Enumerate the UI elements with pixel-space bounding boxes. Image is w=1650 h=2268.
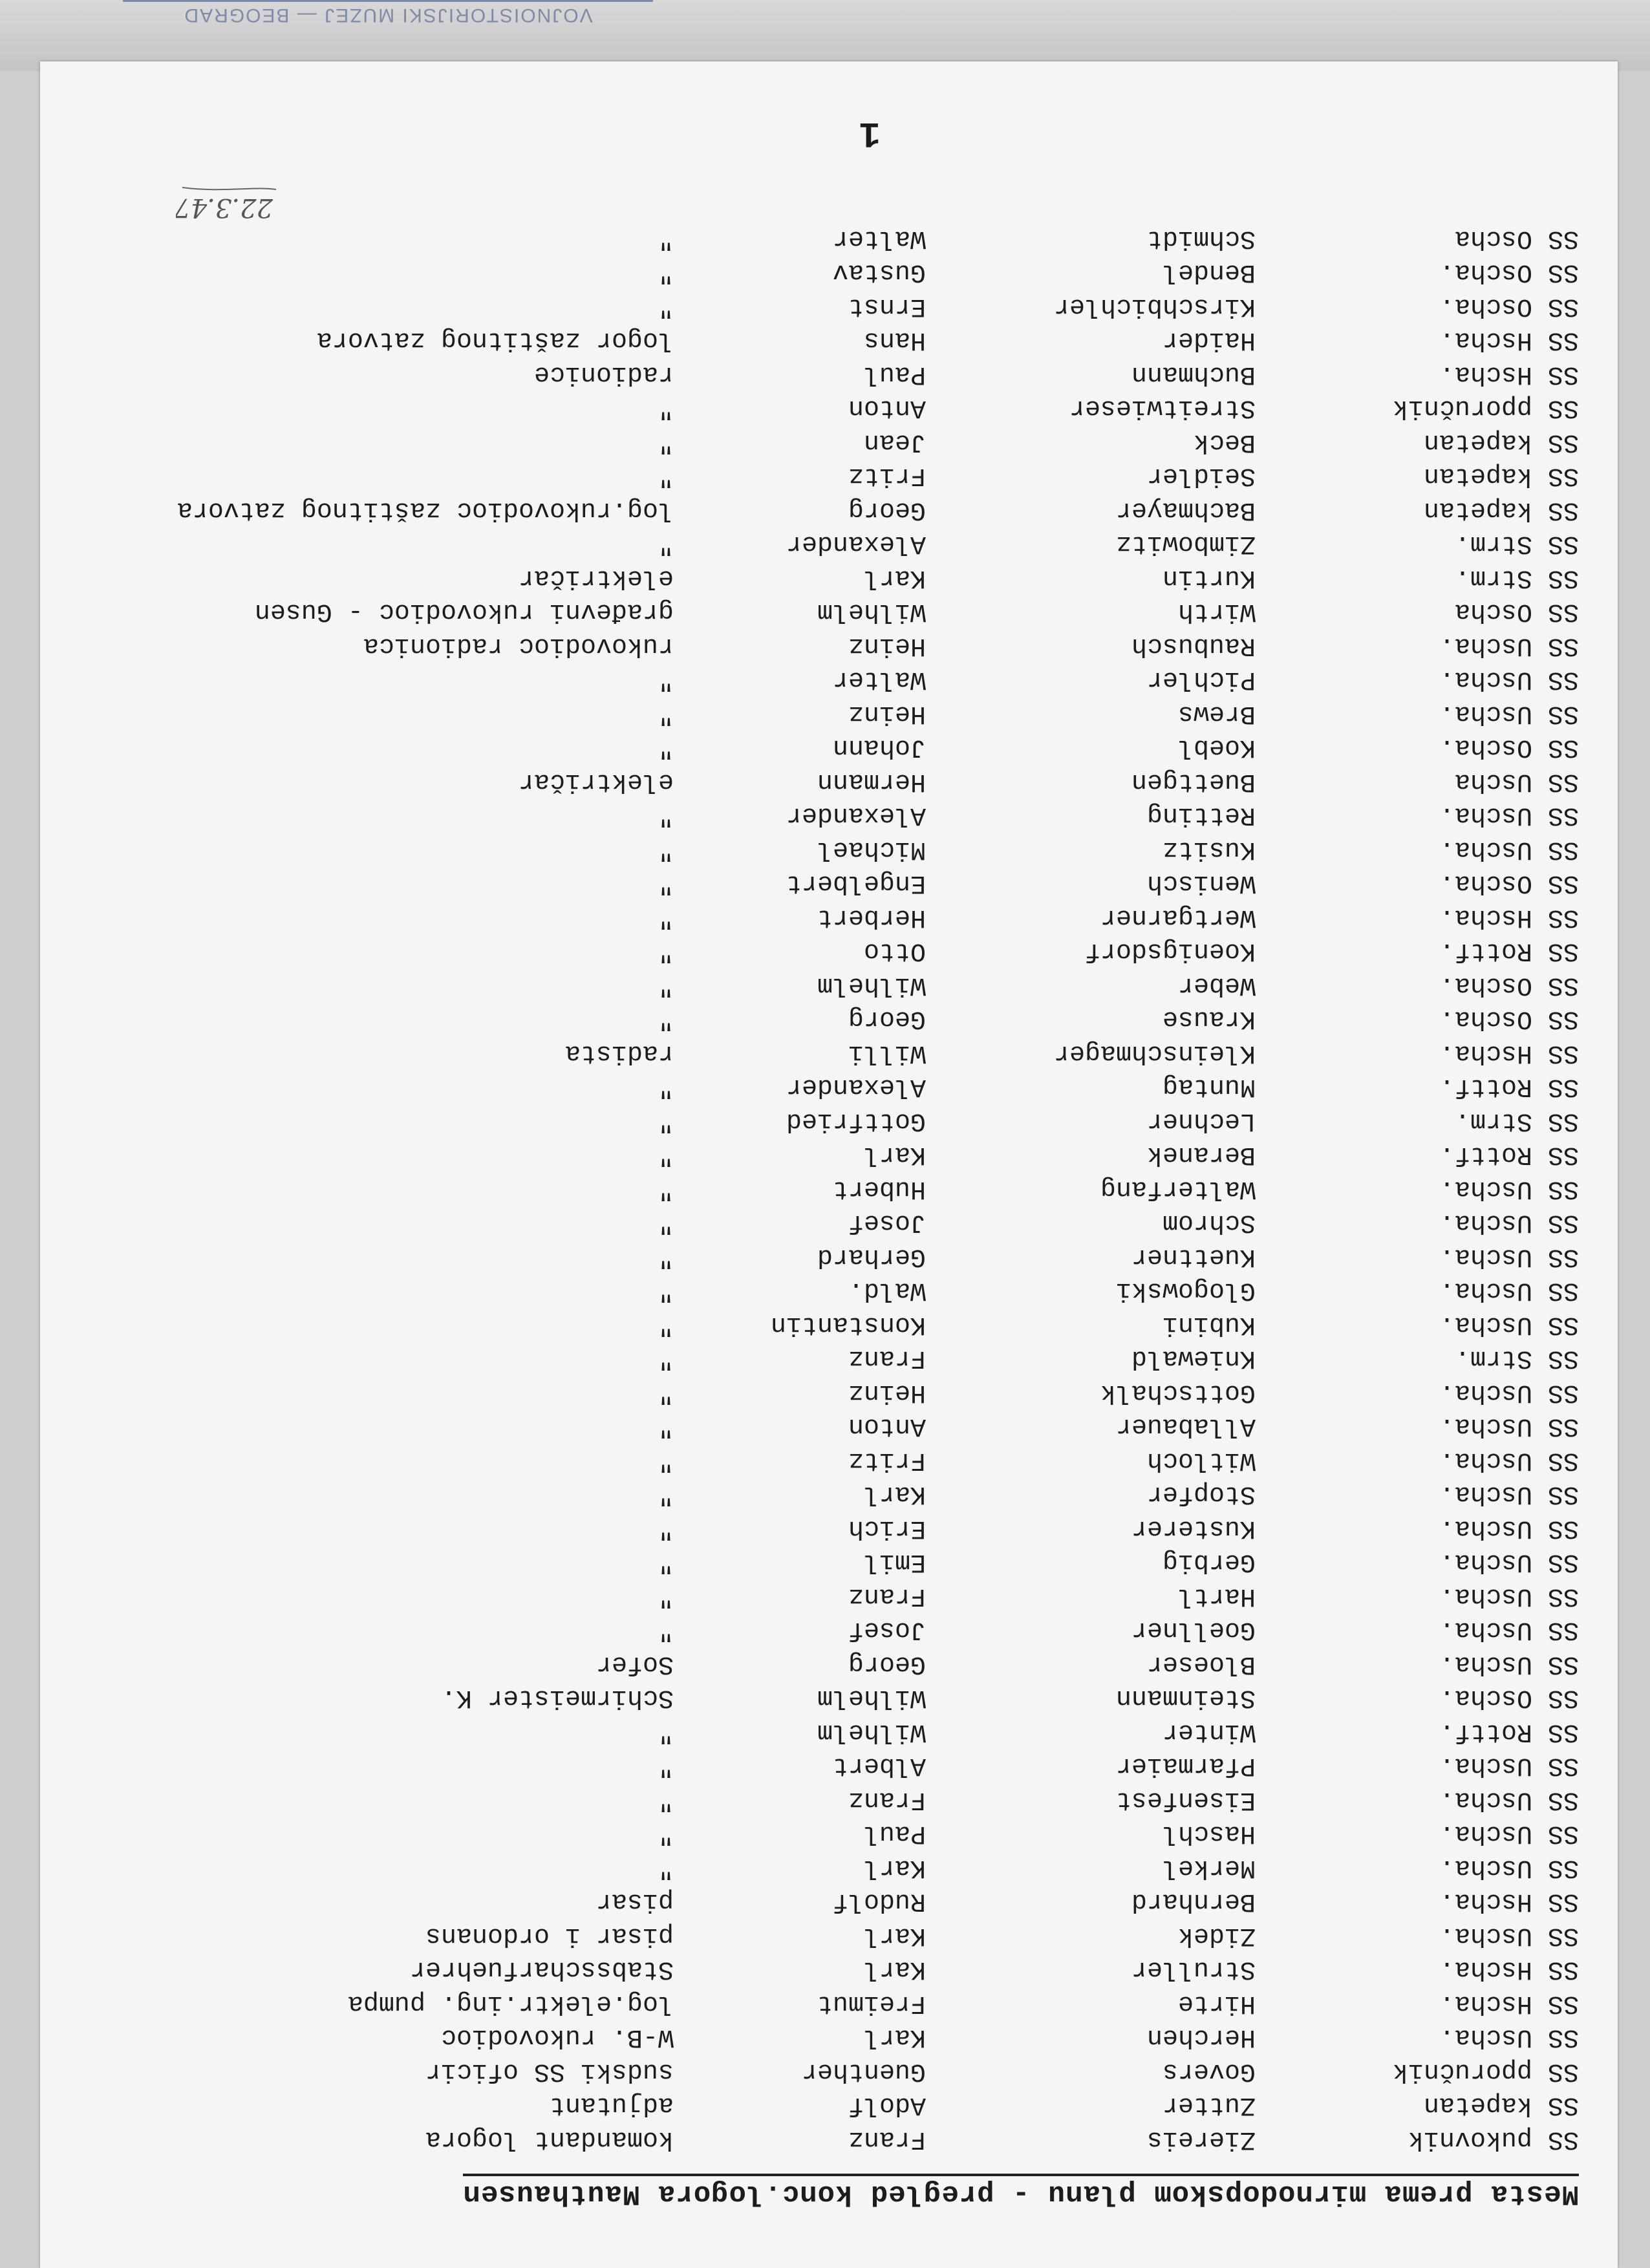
surname-cell: Pfarmaier <box>1115 1751 1256 1781</box>
first-name-cell: Alexander <box>786 1072 926 1102</box>
surname-cell: Pichler <box>1146 665 1256 694</box>
first-name-cell: Willi <box>848 1038 926 1067</box>
first-name-cell: Johann <box>832 733 926 762</box>
roster-row <box>40 1240 1618 1272</box>
first-name-cell: Karl <box>863 1479 926 1509</box>
surname-cell: Buchmann <box>1131 359 1256 389</box>
role-cell: adjutant <box>549 2090 674 2120</box>
rank-cell: SS Hscha. <box>1439 1954 1579 1984</box>
role-cell: " <box>658 1106 674 1135</box>
roster-row <box>40 324 1618 356</box>
roster-row <box>40 1715 1618 1748</box>
surname-cell: Kusterer <box>1131 1514 1256 1543</box>
role-cell: " <box>658 1411 674 1441</box>
first-name-cell: Rudolf <box>832 1887 926 1916</box>
role-cell: " <box>658 1072 674 1102</box>
rank-cell: SS Oscha. <box>1439 970 1579 1000</box>
role-cell: Sofer <box>595 1649 674 1678</box>
role-cell: " <box>658 1208 674 1237</box>
rank-cell: SS pukovnik <box>1408 2124 1579 2154</box>
first-name-cell: Hermann <box>817 767 926 796</box>
roster-row <box>40 1308 1618 1340</box>
first-name-cell: Karl <box>863 563 926 592</box>
roster-row <box>40 392 1618 424</box>
surname-cell: Allabauer <box>1115 1411 1256 1441</box>
rank-cell: SS Uscha. <box>1439 1208 1579 1237</box>
rank-cell: SS Hscha. <box>1439 325 1579 355</box>
roster-row <box>40 968 1618 1001</box>
roster-row <box>40 901 1618 933</box>
roster-row <box>40 1614 1618 1646</box>
rank-cell: SS Uscha. <box>1439 1581 1579 1610</box>
surname-cell: Kirschbichler <box>1053 292 1256 321</box>
role-cell: " <box>658 1479 674 1509</box>
first-name-cell: Fritz <box>848 1446 926 1475</box>
rank-cell: SS Rottf. <box>1439 1072 1579 1102</box>
scan-top-band <box>0 0 1650 71</box>
roster-row <box>40 460 1618 492</box>
rank-cell: SS Uscha. <box>1439 1921 1579 1950</box>
surname-cell: Bachmayer <box>1115 495 1256 524</box>
surname-cell: Kurtin <box>1162 563 1256 592</box>
role-cell: Stabsscharfuehrer <box>409 1954 674 1984</box>
role-cell: električar <box>518 563 674 592</box>
signature-date: 22.3.47 <box>176 193 273 222</box>
rank-cell: SS Strm. <box>1454 563 1579 592</box>
role-cell: radista <box>564 1038 674 1067</box>
first-name-cell: Freimut <box>817 1989 926 2018</box>
role-cell: " <box>658 1615 674 1645</box>
page-number: 1 <box>859 112 881 154</box>
role-cell: " <box>658 1276 674 1305</box>
surname-cell: Wenisch <box>1146 868 1256 898</box>
surname-cell: Gottschalk <box>1100 1378 1256 1407</box>
rank-cell: SS Uscha. <box>1439 800 1579 830</box>
rank-cell: SS Hscha. <box>1439 903 1579 932</box>
rank-cell: SS Uscha. <box>1439 1615 1579 1645</box>
roster-row <box>40 799 1618 831</box>
role-cell: " <box>658 665 674 694</box>
roster-row <box>40 595 1618 628</box>
role-cell: pisar i ordonans <box>425 1921 674 1950</box>
first-name-cell: Guenther <box>801 2057 926 2086</box>
role-cell: rukovodioc radionica <box>363 631 674 660</box>
rank-cell: SS Rottf. <box>1439 1140 1579 1170</box>
role-cell: " <box>658 1446 674 1475</box>
surname-cell: Herchen <box>1146 2022 1256 2052</box>
roster-row <box>40 1749 1618 1782</box>
surname-cell: Glogowski <box>1115 1276 1256 1305</box>
rank-cell: SS Strm. <box>1454 1343 1579 1373</box>
rank-cell: SS Hscha. <box>1439 359 1579 389</box>
surname-cell: Kuettner <box>1131 1242 1256 1271</box>
roster-row <box>40 1579 1618 1612</box>
rank-cell: SS Uscha. <box>1439 1276 1579 1305</box>
roster-row <box>40 1036 1618 1069</box>
first-name-cell: Anton <box>848 1411 926 1441</box>
roster-row <box>40 1478 1618 1510</box>
rank-cell: SS Uscha. <box>1439 1479 1579 1509</box>
first-name-cell: Paul <box>863 359 926 389</box>
roster-row <box>40 256 1618 288</box>
role-cell: " <box>658 1581 674 1610</box>
first-name-cell: Anton <box>848 393 926 423</box>
first-name-cell: Wilhelm <box>817 1683 926 1713</box>
first-name-cell: Ernst <box>848 292 926 321</box>
role-cell: " <box>658 1717 674 1746</box>
rank-cell: SS Uscha. <box>1439 1751 1579 1781</box>
surname-cell: Wertgarner <box>1100 903 1256 932</box>
rank-cell: SS Uscha. <box>1439 1174 1579 1203</box>
role-cell: električar <box>518 767 674 796</box>
rank-cell: SS Hscha. <box>1439 1038 1579 1067</box>
first-name-cell: Wald. <box>848 1276 926 1305</box>
roster-row <box>40 1817 1618 1850</box>
rank-cell: SS Uscha. <box>1439 1411 1579 1441</box>
rank-cell: SS Uscha. <box>1439 1378 1579 1407</box>
rank-cell: SS Oscha. <box>1439 1004 1579 1034</box>
roster-row <box>40 935 1618 967</box>
roster-row <box>40 663 1618 696</box>
roster-row <box>40 1003 1618 1035</box>
rank-cell: SS Uscha. <box>1439 1547 1579 1577</box>
surname-cell: Gerbig <box>1162 1547 1256 1577</box>
first-name-cell: Wilhelm <box>817 970 926 1000</box>
surname-cell: Streitwieser <box>1069 393 1256 423</box>
surname-cell: Zidek <box>1177 1921 1256 1950</box>
first-name-cell: Wilhelm <box>817 1717 926 1746</box>
surname-cell: Krause <box>1162 1004 1256 1034</box>
role-cell: " <box>658 1853 674 1882</box>
role-cell: " <box>658 970 674 1000</box>
roster-row <box>40 1682 1618 1714</box>
surname-cell: Kubini <box>1162 1310 1256 1339</box>
roster-row <box>40 867 1618 899</box>
roster-row <box>40 1647 1618 1680</box>
surname-cell: Bendel <box>1162 257 1256 287</box>
roster-row <box>40 1783 1618 1815</box>
surname-cell: Muntag <box>1162 1072 1256 1102</box>
surname-cell: Steinmann <box>1115 1683 1256 1713</box>
roster-row <box>40 1139 1618 1171</box>
rank-cell: SS Oscha. <box>1439 292 1579 321</box>
rank-cell: SS Oscha. <box>1439 868 1579 898</box>
signature <box>176 167 279 251</box>
roster-row <box>40 1172 1618 1204</box>
first-name-cell: Franz <box>848 1785 926 1814</box>
first-name-cell: Otto <box>863 936 926 966</box>
role-cell: " <box>658 733 674 762</box>
rank-cell: SS Uscha. <box>1439 1514 1579 1543</box>
rank-cell: SS Uscha. <box>1439 2022 1579 2052</box>
roster-row <box>40 1546 1618 1578</box>
surname-cell: Raubusch <box>1131 631 1256 660</box>
surname-cell: Haschl <box>1162 1819 1256 1848</box>
first-name-cell: Paul <box>863 1819 926 1848</box>
first-name-cell: Franz <box>848 1343 926 1373</box>
role-cell: " <box>658 529 674 559</box>
surname-cell: Buettgen <box>1131 767 1256 796</box>
rank-cell: SS kapetan <box>1423 2090 1579 2120</box>
rank-cell: SS Oscha. <box>1439 257 1579 287</box>
role-cell: " <box>658 1343 674 1373</box>
role-cell: " <box>658 461 674 491</box>
role-cell: " <box>658 1310 674 1339</box>
roster-row <box>40 1071 1618 1103</box>
first-name-cell: Erich <box>848 1514 926 1543</box>
roster-row <box>40 833 1618 865</box>
first-name-cell: Gottfried <box>786 1106 926 1135</box>
first-name-cell: Hans <box>863 325 926 355</box>
roster-row <box>40 1953 1618 1985</box>
role-cell: radionice <box>533 359 674 389</box>
roster-row <box>40 629 1618 661</box>
first-name-cell: Karl <box>863 1921 926 1950</box>
roster-row <box>40 1512 1618 1544</box>
surname-cell: Weber <box>1177 970 1256 1000</box>
surname-cell: Hirte <box>1177 1989 1256 2018</box>
rank-cell: SS Oscha. <box>1439 733 1579 762</box>
document-title: Mesta prema mirnodopskom planu - pregled konc.logora Mauthausen <box>463 2174 1579 2210</box>
first-name-cell: Heinz <box>848 699 926 728</box>
roster-row <box>40 1274 1618 1307</box>
surname-cell: Goellner <box>1131 1615 1256 1645</box>
first-name-cell: Hubert <box>832 1174 926 1203</box>
roster-row <box>40 1342 1618 1375</box>
first-name-cell: Engelbert <box>786 868 926 898</box>
roster-row <box>40 731 1618 764</box>
rank-cell: SS Oscha <box>1454 597 1579 626</box>
roster-row <box>40 2055 1618 2087</box>
roster-row <box>40 1987 1618 2019</box>
archive-stamp: VOJNOISTORIJSKI MUZEJ — BEOGRAD <box>123 0 653 28</box>
roster-row <box>40 1885 1618 1918</box>
roster-row <box>40 425 1618 458</box>
surname-cell: Hartl <box>1177 1581 1256 1610</box>
role-cell: " <box>658 1819 674 1848</box>
roster-row <box>40 2089 1618 2121</box>
roster-row <box>40 1444 1618 1476</box>
roster-row <box>40 493 1618 526</box>
rank-cell: SS Uscha. <box>1439 1819 1579 1848</box>
first-name-cell: Konstantin <box>770 1310 926 1339</box>
first-name-cell: Josef <box>848 1615 926 1645</box>
first-name-cell: Emil <box>863 1547 926 1577</box>
first-name-cell: Karl <box>863 1954 926 1984</box>
rank-cell: SS Uscha. <box>1439 1853 1579 1882</box>
surname-cell: Brews <box>1177 699 1256 728</box>
rank-cell: SS Strm. <box>1454 1106 1579 1135</box>
first-name-cell: Gustav <box>832 257 926 287</box>
role-cell: " <box>658 868 674 898</box>
role-cell: " <box>658 835 674 864</box>
signature-mark <box>176 167 279 251</box>
surname-cell: Beranek <box>1146 1140 1256 1170</box>
rank-cell: SS kapetan <box>1423 461 1579 491</box>
rank-cell: SS pporučnik <box>1392 393 1579 423</box>
first-name-cell: Fritz <box>848 461 926 491</box>
rank-cell: SS Rottf. <box>1439 936 1579 966</box>
first-name-cell: Gerhard <box>817 1242 926 1271</box>
rank-cell: SS Uscha. <box>1439 631 1579 660</box>
surname-cell: Koebl <box>1177 733 1256 762</box>
role-cell: W-B. rukovodioc <box>440 2022 674 2052</box>
roster-row <box>40 697 1618 729</box>
rank-cell: SS Uscha. <box>1439 1242 1579 1271</box>
first-name-cell: Franz <box>848 2124 926 2154</box>
rank-cell: SS Uscha <box>1454 767 1579 796</box>
first-name-cell: Franz <box>848 1581 926 1610</box>
surname-cell: Stopfer <box>1146 1479 1256 1509</box>
role-cell: " <box>658 699 674 728</box>
first-name-cell: Wilhelm <box>817 597 926 626</box>
role-cell: " <box>658 1547 674 1577</box>
first-name-cell: Adolf <box>848 2090 926 2120</box>
first-name-cell: Walter <box>832 665 926 694</box>
rank-cell: SS Uscha. <box>1439 699 1579 728</box>
first-name-cell: Karl <box>863 2022 926 2052</box>
rank-cell: SS kapetan <box>1423 495 1579 524</box>
surname-cell: Kniewald <box>1131 1343 1256 1373</box>
rank-cell: SS Uscha. <box>1439 1649 1579 1678</box>
role-cell: " <box>658 1004 674 1034</box>
surname-cell: Zutter <box>1162 2090 1256 2120</box>
surname-cell: Eisenfest <box>1115 1785 1256 1814</box>
first-name-cell: Michael <box>817 835 926 864</box>
roster-row <box>40 1919 1618 1951</box>
first-name-cell: Jean <box>863 427 926 456</box>
rank-cell: SS kapetan <box>1423 427 1579 456</box>
role-cell: sudski SS oficir <box>425 2057 674 2086</box>
surname-cell: Merkel <box>1162 1853 1256 1882</box>
role-cell: logor zaštitnog zatvora <box>316 325 674 355</box>
roster-row <box>40 528 1618 560</box>
rank-cell: SS Uscha. <box>1439 665 1579 694</box>
rank-cell: SS Rottf. <box>1439 1717 1579 1746</box>
surname-cell: Seidler <box>1146 461 1256 491</box>
surname-cell: Lechner <box>1146 1106 1256 1135</box>
roster-row <box>40 1410 1618 1442</box>
roster-row <box>40 358 1618 390</box>
role-cell: građevni rukovodioc - Gusen <box>254 597 674 626</box>
role-cell: komandant logora <box>425 2124 674 2154</box>
role-cell: Schirmeister K. <box>440 1683 674 1713</box>
rank-cell: SS Uscha. <box>1439 1446 1579 1475</box>
surname-cell: Witloch <box>1146 1446 1256 1475</box>
surname-cell: Schrom <box>1162 1208 1256 1237</box>
surname-cell: Struller <box>1131 1954 1256 1984</box>
role-cell: " <box>658 1785 674 1814</box>
first-name-cell: Josef <box>848 1208 926 1237</box>
roster-row <box>40 290 1618 322</box>
surname-cell: Ziereis <box>1146 2124 1256 2154</box>
role-cell: " <box>658 1140 674 1170</box>
role-cell: " <box>658 393 674 423</box>
role-cell: " <box>658 1751 674 1781</box>
rank-cell: SS Uscha. <box>1439 1310 1579 1339</box>
first-name-cell: Albert <box>832 1751 926 1781</box>
surname-cell: Schmidt <box>1146 224 1256 253</box>
surname-cell: Kleinschmager <box>1053 1038 1256 1067</box>
rank-cell: SS Uscha. <box>1439 835 1579 864</box>
surname-cell: Winter <box>1162 1717 1256 1746</box>
rank-cell: SS Uscha. <box>1439 1785 1579 1814</box>
rank-cell: SS Hscha. <box>1439 1887 1579 1916</box>
surname-cell: Bloeser <box>1146 1649 1256 1678</box>
surname-cell: Haider <box>1162 325 1256 355</box>
role-cell: " <box>658 1514 674 1543</box>
rank-cell: SS Hscha. <box>1439 1989 1579 2018</box>
first-name-cell: Alexander <box>786 529 926 559</box>
role-cell: " <box>658 427 674 456</box>
surname-cell: Zimbowitz <box>1115 529 1256 559</box>
first-name-cell: Georg <box>848 495 926 524</box>
first-name-cell: Heinz <box>848 1378 926 1407</box>
role-cell: " <box>658 1242 674 1271</box>
first-name-cell: Georg <box>848 1004 926 1034</box>
role-cell: " <box>658 903 674 932</box>
first-name-cell: Walter <box>832 224 926 253</box>
first-name-cell: Herbert <box>817 903 926 932</box>
role-cell: " <box>658 800 674 830</box>
role-cell: " <box>658 936 674 966</box>
rank-cell: SS Oscha. <box>1439 1683 1579 1713</box>
first-name-cell: Karl <box>863 1853 926 1882</box>
role-cell: " <box>658 1174 674 1203</box>
surname-cell: Beck <box>1193 427 1256 456</box>
role-cell: pisar <box>595 1887 674 1916</box>
document-content <box>40 61 1618 2268</box>
surname-cell: Koenigsdorf <box>1084 936 1256 966</box>
roster-row <box>40 2021 1618 2053</box>
first-name-cell: Georg <box>848 1649 926 1678</box>
roster-row <box>40 2123 1618 2155</box>
roster-row <box>40 561 1618 594</box>
roster-row <box>40 1206 1618 1239</box>
rank-cell: SS Oscha <box>1454 224 1579 253</box>
role-cell: " <box>658 224 674 253</box>
rank-cell: SS Strm. <box>1454 529 1579 559</box>
role-cell: " <box>658 292 674 321</box>
roster-row <box>40 765 1618 797</box>
role-cell: log.rukovodioc zaštitnog zatvora <box>177 495 674 524</box>
surname-cell: Wirth <box>1177 597 1256 626</box>
surname-cell: Retting <box>1146 800 1256 830</box>
document-sheet <box>40 61 1618 2268</box>
surname-cell: Kusitz <box>1162 835 1256 864</box>
role-cell: " <box>658 1378 674 1407</box>
surname-cell: Govers <box>1162 2057 1256 2086</box>
surname-cell: Bernhard <box>1131 1887 1256 1916</box>
roster-row <box>40 1376 1618 1408</box>
first-name-cell: Heinz <box>848 631 926 660</box>
first-name-cell: Karl <box>863 1140 926 1170</box>
roster-row <box>40 1851 1618 1883</box>
surname-cell: Walterfang <box>1100 1174 1256 1203</box>
roster-row <box>40 1104 1618 1137</box>
first-name-cell: Alexander <box>786 800 926 830</box>
rank-cell: SS pporučnik <box>1392 2057 1579 2086</box>
role-cell: " <box>658 257 674 287</box>
role-cell: log.elektr.ing. pumpa <box>347 1989 674 2018</box>
